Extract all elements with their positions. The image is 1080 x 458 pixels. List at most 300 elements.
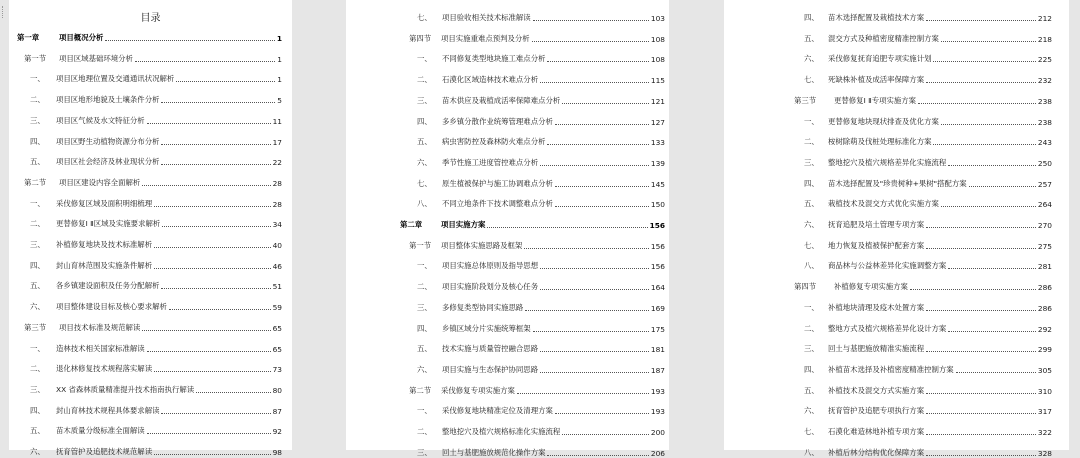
toc-entry-number: 三、 xyxy=(417,302,432,312)
toc-entry-page-number: 305 xyxy=(1037,365,1052,375)
dot-leader xyxy=(524,248,649,249)
toc-entry-text: 采伐修复地块精准定位及清理方案 xyxy=(442,406,553,416)
toc-entry-page-number: 108 xyxy=(650,34,665,44)
dot-leader xyxy=(918,103,1036,104)
toc-entry-number: 七、 xyxy=(804,75,819,85)
toc-entry-page-number: 28 xyxy=(272,178,282,188)
toc-entry-page-number: 193 xyxy=(650,407,665,417)
toc-entry-number: 八、 xyxy=(804,447,819,457)
toc-entry[interactable] xyxy=(9,29,292,43)
toc-entry-page-number: 22 xyxy=(272,158,282,168)
toc-entry[interactable] xyxy=(9,360,292,374)
dot-leader xyxy=(169,309,271,310)
dot-leader xyxy=(926,434,1036,435)
toc-entry-number: 三、 xyxy=(30,384,45,394)
toc-entry-page-number: 59 xyxy=(272,303,282,313)
toc-entry-number: 三、 xyxy=(30,115,45,125)
toc-entry[interactable] xyxy=(9,381,292,395)
dot-leader xyxy=(147,351,271,352)
toc-entry-text: 整地挖穴及植穴规格标准化实施流程 xyxy=(442,427,561,436)
dot-leader xyxy=(555,206,649,207)
toc-entry-number: 二、 xyxy=(417,282,432,292)
toc-entry-text: 项目实施方案 xyxy=(441,220,486,229)
toc-entry-text: 栽植技术及混交方式优化实施方案 xyxy=(828,199,939,209)
toc-entry-page-number: 5 xyxy=(277,96,282,106)
dot-leader xyxy=(533,331,649,332)
toc-entry-text: 补植地块清理及疫木处置方案 xyxy=(828,302,925,312)
toc-entry-number: 八、 xyxy=(417,199,432,209)
toc-entry-page-number: 121 xyxy=(650,96,665,106)
toc-entry[interactable] xyxy=(346,382,669,396)
toc-entry-number: 一、 xyxy=(804,116,819,126)
toc-entry-number: 二、 xyxy=(30,364,45,374)
toc-entry-number: 第一章 xyxy=(17,33,40,42)
toc-entry-page-number: 250 xyxy=(1037,158,1052,168)
toc-entry[interactable] xyxy=(346,195,669,209)
toc-entry-page-number: 65 xyxy=(272,344,282,354)
toc-entry[interactable] xyxy=(9,50,292,64)
page-margin-marker xyxy=(2,6,7,18)
toc-entry-page-number: 322 xyxy=(1037,428,1052,437)
toc-entry[interactable] xyxy=(724,278,1069,292)
dot-leader xyxy=(147,433,271,434)
dot-leader xyxy=(154,371,271,372)
toc-entry-text: 商品林与公益林差异化实施调整方案 xyxy=(828,261,947,271)
toc-entry-number: 一、 xyxy=(417,261,432,271)
toc-entry-number: 六、 xyxy=(417,157,432,167)
toc-entry[interactable] xyxy=(724,195,1069,209)
toc-entry-text: 不同修复类型地块施工难点分析 xyxy=(442,54,546,64)
toc-entry[interactable] xyxy=(346,444,669,458)
document-page-2[interactable] xyxy=(346,0,669,458)
toc-entry-page-number: 218 xyxy=(1037,34,1052,44)
toc-entry[interactable] xyxy=(346,133,669,147)
dot-leader xyxy=(926,248,1036,249)
toc-entry-number: 五、 xyxy=(804,33,819,43)
toc-entry-page-number: 65 xyxy=(272,323,282,333)
toc-entry-page-number: 40 xyxy=(272,241,282,250)
toc-entry-page-number: 108 xyxy=(650,55,665,65)
dot-leader xyxy=(196,392,270,393)
toc-entry-page-number: 150 xyxy=(650,200,665,210)
toc-entry-page-number: 51 xyxy=(272,282,282,292)
toc-entry-text: 项目区域基础环境分析 xyxy=(59,53,133,63)
toc-entry-text: 项目区社会经济及林业现状分析 xyxy=(56,157,160,167)
dot-leader xyxy=(926,82,1036,83)
toc-entry-page-number: 145 xyxy=(650,179,665,189)
toc-entry[interactable] xyxy=(9,319,292,333)
dot-leader xyxy=(941,206,1036,207)
toc-entry[interactable] xyxy=(724,30,1069,44)
toc-entry-text: 封山育林技术规程具体要求解读 xyxy=(56,405,160,415)
toc-entry-text: 石漠化难造林地补植专项方案 xyxy=(828,427,925,436)
toc-entry[interactable] xyxy=(724,133,1069,147)
toc-entry[interactable] xyxy=(724,340,1069,354)
toc-entry-text: 苗木供应及栽植成活率保障难点分析 xyxy=(442,95,561,105)
toc-entry[interactable] xyxy=(346,216,669,230)
toc-entry-page-number: 238 xyxy=(1037,96,1052,106)
toc-entry[interactable] xyxy=(346,30,669,44)
toc-entry-page-number: 156 xyxy=(649,221,665,230)
toc-entry[interactable] xyxy=(346,278,669,292)
toc-entry[interactable] xyxy=(724,71,1069,85)
toc-entry-number: 五、 xyxy=(417,344,432,354)
toc-entry-page-number: 175 xyxy=(650,324,665,334)
toc-entry[interactable] xyxy=(9,422,292,436)
toc-entry-page-number: 187 xyxy=(650,365,665,375)
dot-leader xyxy=(540,165,649,166)
toc-entry-text: 项目实施与生态保护协同思路 xyxy=(442,364,539,374)
dot-leader xyxy=(547,61,648,62)
dot-leader xyxy=(142,330,270,331)
dot-leader xyxy=(540,372,649,373)
toc-entry[interactable] xyxy=(9,133,292,147)
toc-entry-text: 更替修复地块现状排查及优化方案 xyxy=(828,116,939,126)
dot-leader xyxy=(154,268,271,269)
dot-leader xyxy=(926,455,1036,456)
toc-entry-page-number: 46 xyxy=(272,261,282,271)
toc-entry-text: 整地方式及植穴规格差异化设计方案 xyxy=(828,323,947,333)
toc-entry[interactable] xyxy=(346,257,669,271)
toc-entry-number: 七、 xyxy=(804,240,819,250)
toc-entry-number: 四、 xyxy=(30,136,45,146)
toc-entry-text: 原生植被保护与施工协调难点分析 xyxy=(442,178,553,188)
toc-entry-page-number: 133 xyxy=(650,138,665,148)
toc-entry-text: 项目区建设内容全面解析 xyxy=(59,177,141,187)
toc-entry[interactable] xyxy=(724,92,1069,106)
dot-leader xyxy=(540,82,649,83)
toc-entry-text: 项目整体实施思路及框架 xyxy=(441,240,523,250)
dot-leader xyxy=(555,124,649,125)
dot-leader xyxy=(161,102,275,103)
toc-entry-text: 项目区气候及水文特征分析 xyxy=(56,115,145,125)
toc-entry-text: 多乡镇分散作业统筹管理难点分析 xyxy=(442,116,553,126)
dot-leader xyxy=(926,393,1036,394)
toc-entry[interactable] xyxy=(9,91,292,105)
toc-entry-page-number: 286 xyxy=(1037,303,1052,313)
toc-entry-text: 项目实施重难点预判及分析 xyxy=(441,33,530,43)
toc-entry-page-number: 87 xyxy=(272,406,282,416)
toc-entry-page-number: 1 xyxy=(276,34,282,43)
toc-entry-number: 二、 xyxy=(804,323,819,333)
toc-entry-number: 五、 xyxy=(804,199,819,209)
toc-entry-text: 采伐修复区域及面积明细梳理 xyxy=(56,198,153,208)
toc-entry-text: 季节性施工进度管控难点分析 xyxy=(442,157,539,167)
toc-entry[interactable] xyxy=(724,257,1069,271)
toc-entry-text: 各乡镇建设面积及任务分配解析 xyxy=(56,281,160,291)
toc-entry-number: 二、 xyxy=(417,427,432,436)
toc-entry-number: 一、 xyxy=(30,343,45,353)
toc-entry[interactable] xyxy=(9,257,292,271)
toc-entry-text: 病虫害防控及森林防火难点分析 xyxy=(442,137,546,147)
toc-entry-page-number: 257 xyxy=(1037,179,1052,189)
toc-entry[interactable] xyxy=(346,154,669,168)
toc-entry-page-number: 200 xyxy=(650,428,665,437)
dot-leader xyxy=(525,310,649,311)
dot-leader xyxy=(147,123,271,124)
toc-entry-text: 补植技术及混交方式实施方案 xyxy=(828,385,925,395)
toc-entry-text: 抚育追肥及培土管理专项方案 xyxy=(828,220,925,229)
toc-entry[interactable] xyxy=(346,423,669,437)
toc-entry-page-number: 193 xyxy=(650,386,665,396)
dot-leader xyxy=(941,124,1036,125)
toc-entry[interactable] xyxy=(724,361,1069,375)
toc-entry-text: 补植苗木选择及补植密度精准控制方案 xyxy=(828,364,954,374)
toc-entry[interactable] xyxy=(9,443,292,457)
dot-leader xyxy=(926,413,1036,414)
toc-entry-number: 六、 xyxy=(804,406,819,416)
dot-leader xyxy=(926,227,1036,228)
dot-leader xyxy=(555,186,649,187)
toc-entry-page-number: 103 xyxy=(650,14,665,23)
dot-leader xyxy=(154,206,271,207)
toc-entry-text: 项目区地理位置及交通通讯状况解析 xyxy=(56,74,175,84)
toc-entry-number: 三、 xyxy=(804,157,819,167)
toc-entry-number: 四、 xyxy=(417,116,432,126)
dot-leader xyxy=(105,40,274,41)
toc-entry-text: 整地挖穴及植穴规格差异化实施流程 xyxy=(828,157,947,167)
dot-leader xyxy=(540,268,649,269)
dot-leader xyxy=(161,413,270,414)
toc-entry-text: XX 省森林质量精准提升技术指南执行解读 xyxy=(56,384,195,394)
toc-entry[interactable] xyxy=(9,340,292,354)
dot-leader xyxy=(926,351,1036,352)
toc-entry[interactable] xyxy=(724,50,1069,64)
toc-entry-page-number: 225 xyxy=(1037,55,1052,65)
toc-entry-text: 更替修复Ⅰ Ⅱ专项实施方案 xyxy=(834,95,917,105)
toc-entry-text: 补植后林分结构优化保障方案 xyxy=(828,447,925,457)
toc-entry-page-number: 317 xyxy=(1037,407,1052,417)
toc-entry-text: 抚育管护及追肥技术规范解读 xyxy=(56,447,153,456)
toc-entry[interactable] xyxy=(346,9,669,23)
toc-entry[interactable] xyxy=(9,174,292,188)
document-page-3[interactable] xyxy=(724,0,1069,458)
toc-entry-page-number: 232 xyxy=(1037,76,1052,86)
toc-entry[interactable] xyxy=(346,71,669,85)
toc-entry-number: 四、 xyxy=(804,13,819,22)
toc-entry[interactable] xyxy=(9,153,292,167)
dot-leader xyxy=(154,454,271,455)
toc-entry-page-number: 17 xyxy=(272,137,282,147)
toc-entry-text: 多修复类型协同实施思路 xyxy=(442,302,524,312)
dot-leader xyxy=(517,393,649,394)
toc-entry-number: 四、 xyxy=(804,178,819,188)
dot-leader xyxy=(933,144,1035,145)
dot-leader xyxy=(540,351,649,352)
dot-leader xyxy=(176,81,275,82)
toc-entry-page-number: 127 xyxy=(650,117,665,127)
toc-entry-text: 死缺株补植及成活率保障方案 xyxy=(828,75,925,85)
toc-entry-page-number: 206 xyxy=(650,448,665,458)
dot-leader xyxy=(562,103,649,104)
toc-entry-number: 二、 xyxy=(417,75,432,85)
dot-leader xyxy=(162,226,270,227)
toc-entry-number: 第三节 xyxy=(794,95,817,105)
toc-entry-page-number: 115 xyxy=(650,76,665,86)
toc-entry-page-number: 270 xyxy=(1037,221,1052,230)
toc-entry-text: 补植修复地块及技术标准解析 xyxy=(56,240,153,249)
toc-entry[interactable] xyxy=(346,402,669,416)
toc-entry-number: 六、 xyxy=(804,220,819,229)
dot-leader xyxy=(969,186,1036,187)
toc-entry-text: 项目验收相关技术标准解读 xyxy=(442,13,531,22)
dot-leader xyxy=(948,165,1036,166)
toc-entry-text: 项目区地形地貌及土壤条件分析 xyxy=(56,95,160,105)
toc-entry-number: 六、 xyxy=(30,447,45,456)
toc-entry[interactable] xyxy=(724,113,1069,127)
toc-entry-number: 一、 xyxy=(30,198,45,208)
toc-entry-number: 四、 xyxy=(804,364,819,374)
toc-entry-number: 三、 xyxy=(417,95,432,105)
toc-entry-number: 四、 xyxy=(417,323,432,333)
dot-leader xyxy=(487,227,647,228)
toc-entry[interactable] xyxy=(724,9,1069,23)
toc-entry[interactable] xyxy=(346,340,669,354)
dot-leader xyxy=(926,310,1036,311)
toc-entry-number: 三、 xyxy=(30,240,45,249)
toc-entry[interactable] xyxy=(9,195,292,209)
dot-leader xyxy=(154,247,271,248)
toc-entry-page-number: 156 xyxy=(650,262,665,272)
toc-entry[interactable] xyxy=(724,320,1069,334)
toc-entry-text: 采伐修复专项实施方案 xyxy=(441,385,515,395)
toc-entry-text: 抚育管护及追肥专项执行方案 xyxy=(828,406,925,416)
toc-entry[interactable] xyxy=(346,50,669,64)
toc-entry[interactable] xyxy=(724,299,1069,313)
toc-entry-number: 三、 xyxy=(804,344,819,354)
toc-entry-page-number: 34 xyxy=(272,220,282,230)
toc-entry-number: 五、 xyxy=(30,426,45,436)
toc-entry-text: 封山育林范围及实施条件解析 xyxy=(56,260,153,270)
dot-leader xyxy=(135,61,275,62)
toc-entry[interactable] xyxy=(346,237,669,251)
toc-entry[interactable] xyxy=(724,237,1069,251)
toc-entry-page-number: 156 xyxy=(650,241,665,251)
toc-entry[interactable] xyxy=(346,361,669,375)
toc-entry-text: 石漠化区域造林技术难点分析 xyxy=(442,75,539,85)
toc-entry-page-number: 281 xyxy=(1037,262,1052,272)
dot-leader xyxy=(941,41,1036,42)
toc-entry-number: 二、 xyxy=(804,137,819,147)
toc-entry-text: 乡镇区域分片实施统筹框架 xyxy=(442,323,531,333)
toc-entry-text: 更替修复Ⅰ Ⅱ区域及实施要求解析 xyxy=(56,219,161,229)
toc-entry[interactable] xyxy=(9,402,292,416)
toc-entry-number: 二、 xyxy=(30,219,45,229)
dot-leader xyxy=(948,268,1036,269)
toc-entry-page-number: 181 xyxy=(650,345,665,355)
toc-entry-page-number: 299 xyxy=(1037,345,1052,355)
toc-entry-number: 第四节 xyxy=(409,33,432,43)
toc-entry-page-number: 80 xyxy=(272,385,282,395)
toc-entry-page-number: 1 xyxy=(277,54,282,64)
toc-entry-number: 第二节 xyxy=(409,385,432,395)
toc-entry-page-number: 164 xyxy=(650,283,665,293)
toc-entry-number: 第一节 xyxy=(24,53,47,63)
dot-leader xyxy=(161,164,270,165)
toc-entry-number: 第二节 xyxy=(24,177,47,187)
dot-leader xyxy=(540,289,649,290)
toc-entry[interactable] xyxy=(9,215,292,229)
toc-entry-page-number: 264 xyxy=(1037,200,1052,210)
toc-entry-text: 项目技术标准及规范解读 xyxy=(59,322,141,332)
toc-entry[interactable] xyxy=(9,70,292,84)
toc-entry-number: 一、 xyxy=(804,302,819,312)
toc-entry-text: 苗木选择配置及栽植技术方案 xyxy=(828,13,925,22)
dot-leader xyxy=(532,41,649,42)
toc-entry-text: 造林技术相关国家标准解读 xyxy=(56,343,145,353)
dot-leader xyxy=(161,288,270,289)
toc-entry-number: 七、 xyxy=(417,13,432,22)
toc-entry[interactable] xyxy=(724,444,1069,458)
toc-entry[interactable] xyxy=(346,92,669,106)
toc-entry-page-number: 275 xyxy=(1037,241,1052,251)
toc-entry-page-number: 292 xyxy=(1037,324,1052,334)
toc-entry[interactable] xyxy=(9,236,292,250)
toc-entry-text: 项目实施阶段划分及核心任务 xyxy=(442,282,539,292)
dot-leader xyxy=(547,144,648,145)
toc-entry-page-number: 212 xyxy=(1037,14,1052,23)
toc-entry-text: 项目整体建设目标及核心要求解析 xyxy=(56,302,167,312)
toc-entry-text: 桉树除萌及伐桩处理标准化方案 xyxy=(828,137,932,147)
toc-entry-page-number: 73 xyxy=(272,365,282,375)
toc-entry-number: 六、 xyxy=(30,302,45,312)
document-page-1[interactable] xyxy=(9,0,292,457)
toc-entry-page-number: 286 xyxy=(1037,283,1052,293)
toc-entry-text: 回土与基肥施放规范化操作方案 xyxy=(442,447,546,457)
toc-entry-number: 五、 xyxy=(804,385,819,395)
dot-leader xyxy=(956,372,1036,373)
dot-leader xyxy=(926,20,1036,21)
toc-entry[interactable] xyxy=(724,175,1069,189)
toc-entry-number: 六、 xyxy=(417,364,432,374)
toc-entry[interactable] xyxy=(9,277,292,291)
toc-entry[interactable] xyxy=(346,320,669,334)
toc-entry-text: 退化林修复技术规程落实解读 xyxy=(56,364,153,374)
dot-leader xyxy=(948,331,1036,332)
toc-entry-number: 第四节 xyxy=(794,282,817,292)
dot-leader xyxy=(933,61,1035,62)
toc-entry[interactable] xyxy=(346,175,669,189)
toc-entry-number: 七、 xyxy=(417,178,432,188)
toc-entry[interactable] xyxy=(346,113,669,127)
toc-entry[interactable] xyxy=(724,216,1069,230)
toc-entry-text: 苗木质量分级标准全面解读 xyxy=(56,426,145,436)
toc-entry-page-number: 11 xyxy=(272,116,282,126)
toc-entry-page-number: 98 xyxy=(272,448,282,457)
toc-entry-text: 苗木选择配置及"珍贵树种+果树"搭配方案 xyxy=(828,178,967,188)
toc-entry-page-number: 28 xyxy=(272,199,282,209)
toc-entry-number: 七、 xyxy=(804,427,819,436)
toc-entry[interactable] xyxy=(346,299,669,313)
toc-title: 目录 xyxy=(140,13,161,24)
toc-entry-page-number: 238 xyxy=(1037,117,1052,127)
toc-entry-text: 补植修复专项实施方案 xyxy=(834,282,908,292)
toc-entry[interactable] xyxy=(9,112,292,126)
toc-entry-number: 五、 xyxy=(30,281,45,291)
toc-entry[interactable] xyxy=(724,154,1069,168)
toc-entry-page-number: 1 xyxy=(277,75,282,85)
toc-entry[interactable] xyxy=(724,382,1069,396)
dot-leader xyxy=(161,144,270,145)
toc-entry[interactable] xyxy=(724,402,1069,416)
toc-entry-text: 技术实施与质量管控融合思路 xyxy=(442,344,539,354)
dot-leader xyxy=(142,185,270,186)
toc-entry[interactable] xyxy=(9,298,292,312)
toc-entry-number: 第三节 xyxy=(24,322,47,332)
toc-entry[interactable] xyxy=(724,423,1069,437)
toc-entry-number: 五、 xyxy=(417,137,432,147)
toc-entry-text: 项目概况分析 xyxy=(59,33,104,42)
